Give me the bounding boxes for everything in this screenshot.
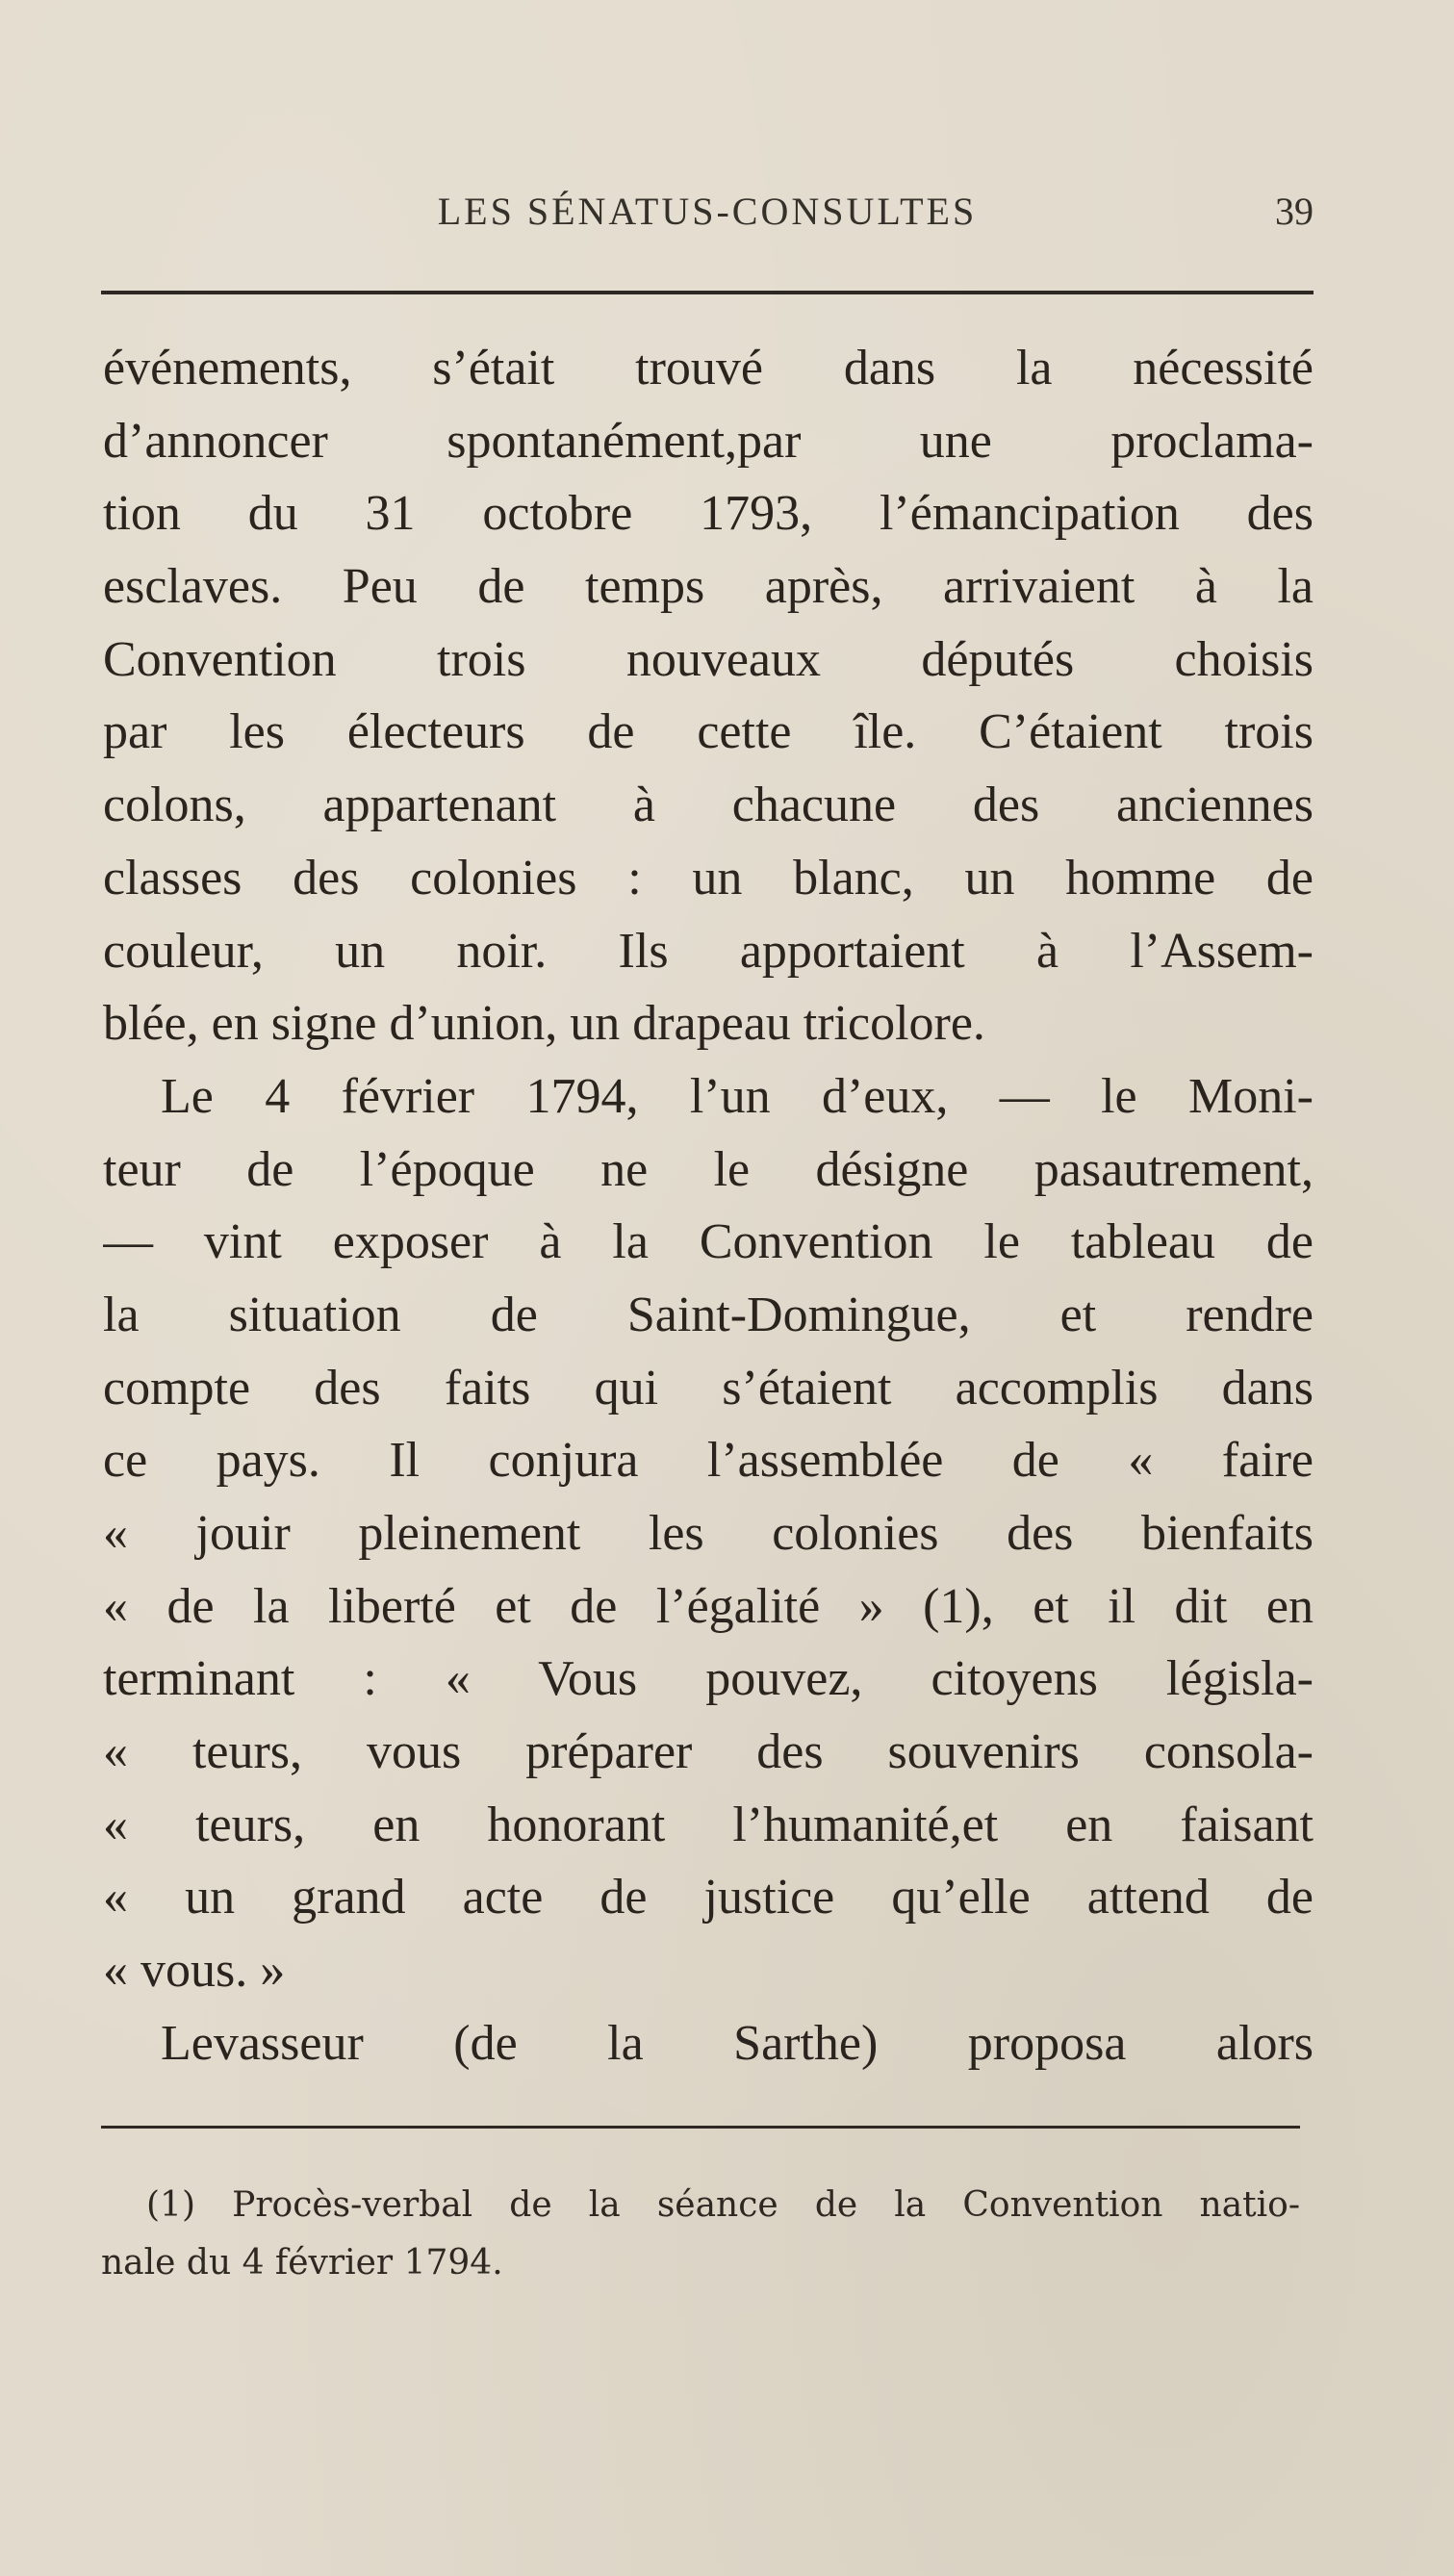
text-line: tion du 31 octobre 1793, l’émancipation des [103, 486, 1314, 542]
text-line: blée, en signe d’union, un drapeau tricolore. [103, 996, 985, 1052]
text-line: la situation de Saint-Domingue, et rendre [103, 1287, 1314, 1342]
footnote-rule [101, 2126, 1300, 2129]
text-line: esclaves. Peu de temps après, arrivaient à la [103, 559, 1314, 615]
text-line: compte des faits qui s’étaient accomplis dans [103, 1360, 1314, 1416]
running-head [101, 189, 1314, 246]
text-line: « teurs, en honorant l’humanité,et en faisant [103, 1797, 1314, 1852]
text-line: classes des colonies : un blanc, un homme de [103, 850, 1314, 905]
text-line: « de la liberté et de l’égalité » (1), et il dit en [103, 1578, 1314, 1634]
text-line: « teurs, vous préparer des souvenirs consola- [103, 1724, 1314, 1780]
footnote-line: nale du 4 février 1794. [101, 2243, 503, 2283]
text-line: « un grand acte de justice qu’elle attend de [103, 1870, 1314, 1926]
text-line: teur de l’époque ne le désigne pasautrement, [103, 1141, 1314, 1197]
footnote-line: (1) Procès-verbal de la séance de la Convention natio- [146, 2185, 1300, 2225]
text-line: terminant : « Vous pouvez, citoyens législa- [103, 1651, 1314, 1707]
running-title: LES SÉNATUS-CONSULTES [437, 190, 978, 233]
text-line: « jouir pleinement les colonies des bienfaits [103, 1506, 1314, 1561]
text-line: « vous. » [103, 1943, 286, 1999]
text-line: couleur, un noir. Ils apportaient à l’Assem- [103, 923, 1314, 979]
text-line: Convention trois nouveaux députés choisis [103, 631, 1314, 687]
page-number: 39 [1275, 190, 1314, 233]
body-text [103, 332, 1314, 2080]
text-line: colons, appartenant à chacune des anciennes [103, 778, 1314, 833]
text-line: d’annoncer spontanément,par une proclama- [103, 413, 1314, 469]
text-line: — vint exposer à la Convention le tableau de [103, 1214, 1314, 1270]
text-line: par les électeurs de cette île. C’étaient trois [103, 704, 1314, 760]
text-line: Le 4 février 1794, l’un d’eux, — le Moni- [161, 1068, 1314, 1124]
text-line: ce pays. Il conjura l’assemblée de « faire [103, 1433, 1314, 1489]
text-line: événements, s’était trouvé dans la nécessité [103, 341, 1314, 395]
footnote [101, 2177, 1300, 2292]
text-line: Levasseur (de la Sarthe) proposa alors [161, 2015, 1314, 2071]
header-rule [101, 291, 1314, 294]
